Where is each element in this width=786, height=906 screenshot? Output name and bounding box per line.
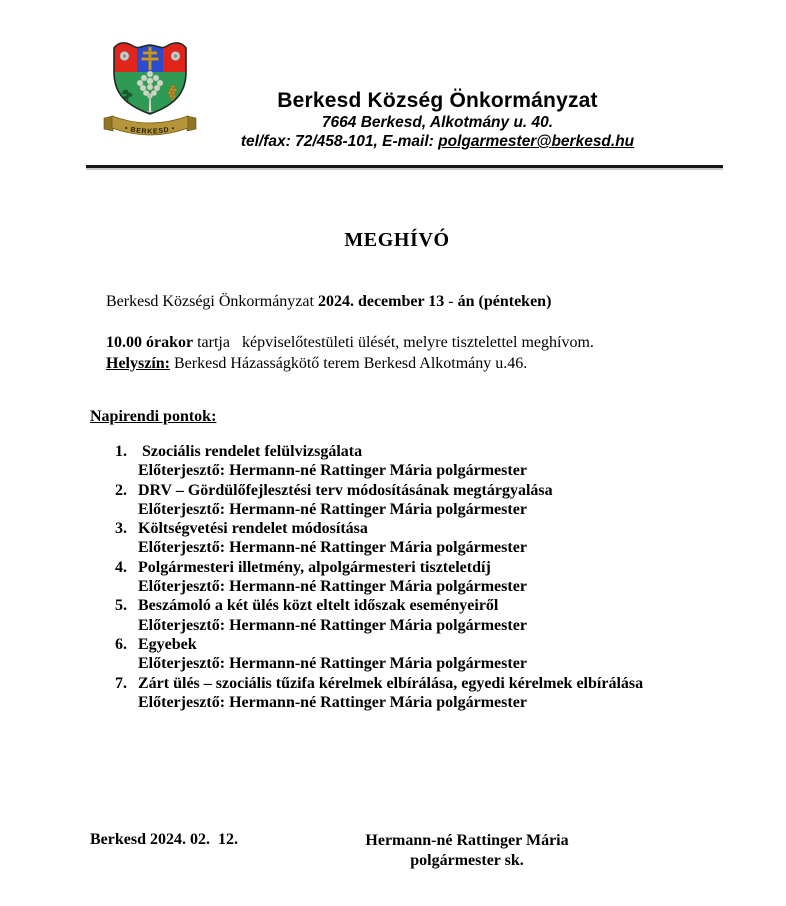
agenda-item-presenter: Előterjesztő: Hermann-né Rattinger Mária polgármester <box>138 693 527 711</box>
signature-title: polgármester sk. <box>410 852 524 869</box>
header-divider <box>86 165 723 168</box>
agenda-item-presenter: Előterjesztő: Hermann-né Rattinger Mária polgármester <box>138 616 527 634</box>
document-title: MEGHÍVÓ <box>344 229 450 251</box>
agenda-item-title: Szociális rendelet felülvizsgálata <box>138 443 363 460</box>
agenda-item <box>90 596 730 635</box>
agenda-item <box>90 635 730 674</box>
banner-text: • BERKESD • <box>123 125 177 136</box>
location-line <box>90 333 710 395</box>
agenda-item-title: Egyebek <box>138 635 197 653</box>
agenda-item <box>90 481 730 520</box>
agenda-heading: Napirendi pontok: <box>90 408 217 425</box>
meeting-day: án (pénteken) <box>457 292 552 310</box>
agenda-item-number: 6. <box>115 635 127 653</box>
org-contact <box>170 132 705 151</box>
agenda-item <box>90 519 730 558</box>
signature-name: Hermann-né Rattinger Mária <box>365 832 569 849</box>
meeting-date: 2024. december 13 <box>317 292 445 310</box>
agenda-item-number: 3. <box>115 520 127 538</box>
agenda-item <box>90 674 730 713</box>
agenda-item-title: Polgármesteri illetmény, alpolgármesteri tiszteletdíj <box>138 558 491 576</box>
agenda-item-presenter: Előterjesztő: Hermann-né Rattinger Mária polgármester <box>138 539 527 557</box>
agenda-item-title: Beszámoló a két ülés közt eltelt időszak eseményeiről <box>138 597 499 615</box>
intro-dash: - <box>444 292 458 310</box>
location-text: Berkesd Házasságkötő terem Berkesd Alkotmány u.46. <box>170 354 528 372</box>
agenda-list <box>90 442 730 712</box>
agenda-item-number: 2. <box>115 481 127 499</box>
agenda-item-presenter: Előterjesztő: Hermann-né Rattinger Mária polgármester <box>138 500 527 518</box>
footer-date: Berkesd 2024. 02. 12. <box>90 831 238 848</box>
org-address: 7664 Berkesd, Alkotmány u. 40. <box>321 114 554 131</box>
intro-text-2: tartja képviselőtestületi ülését, melyre tisztelettel meghívom. <box>193 333 594 351</box>
agenda-item <box>90 558 730 597</box>
agenda-item-presenter: Előterjesztő: Hermann-né Rattinger Mária polgármester <box>138 578 527 596</box>
agenda-item-presenter: Előterjesztő: Hermann-né Rattinger Mária polgármester <box>138 655 527 673</box>
email-link[interactable]: polgarmester@berkesd.hu <box>438 133 635 150</box>
agenda-item-number: 5. <box>115 597 127 615</box>
agenda-item-number: 7. <box>115 674 127 692</box>
agenda-item <box>90 442 730 481</box>
agenda-item-title: Költségvetési rendelet módosítása <box>138 520 368 538</box>
agenda-item-title: Zárt ülés – szociális tűzifa kérelmek elbírálása, egyedi kérelmek elbírálása <box>138 674 644 692</box>
meeting-time: 10.00 órakor <box>106 333 194 351</box>
letterhead <box>170 88 705 151</box>
org-name: Berkesd Község Önkormányzat <box>277 89 598 112</box>
agenda-item-title: DRV – Gördülőfejlesztési terv módosításának megtárgyalása <box>138 481 553 499</box>
agenda-item-number: 4. <box>115 558 127 576</box>
signature-block <box>333 831 601 871</box>
agenda-item-number: 1. <box>115 443 127 460</box>
intro-text: Berkesd Községi Önkormányzat <box>106 292 318 310</box>
location-label: Helyszín: <box>106 354 170 372</box>
agenda-item-presenter: Előterjesztő: Hermann-né Rattinger Mária polgármester <box>138 462 527 480</box>
contact-prefix: tel/fax: 72/458-101, E-mail: <box>240 133 439 150</box>
